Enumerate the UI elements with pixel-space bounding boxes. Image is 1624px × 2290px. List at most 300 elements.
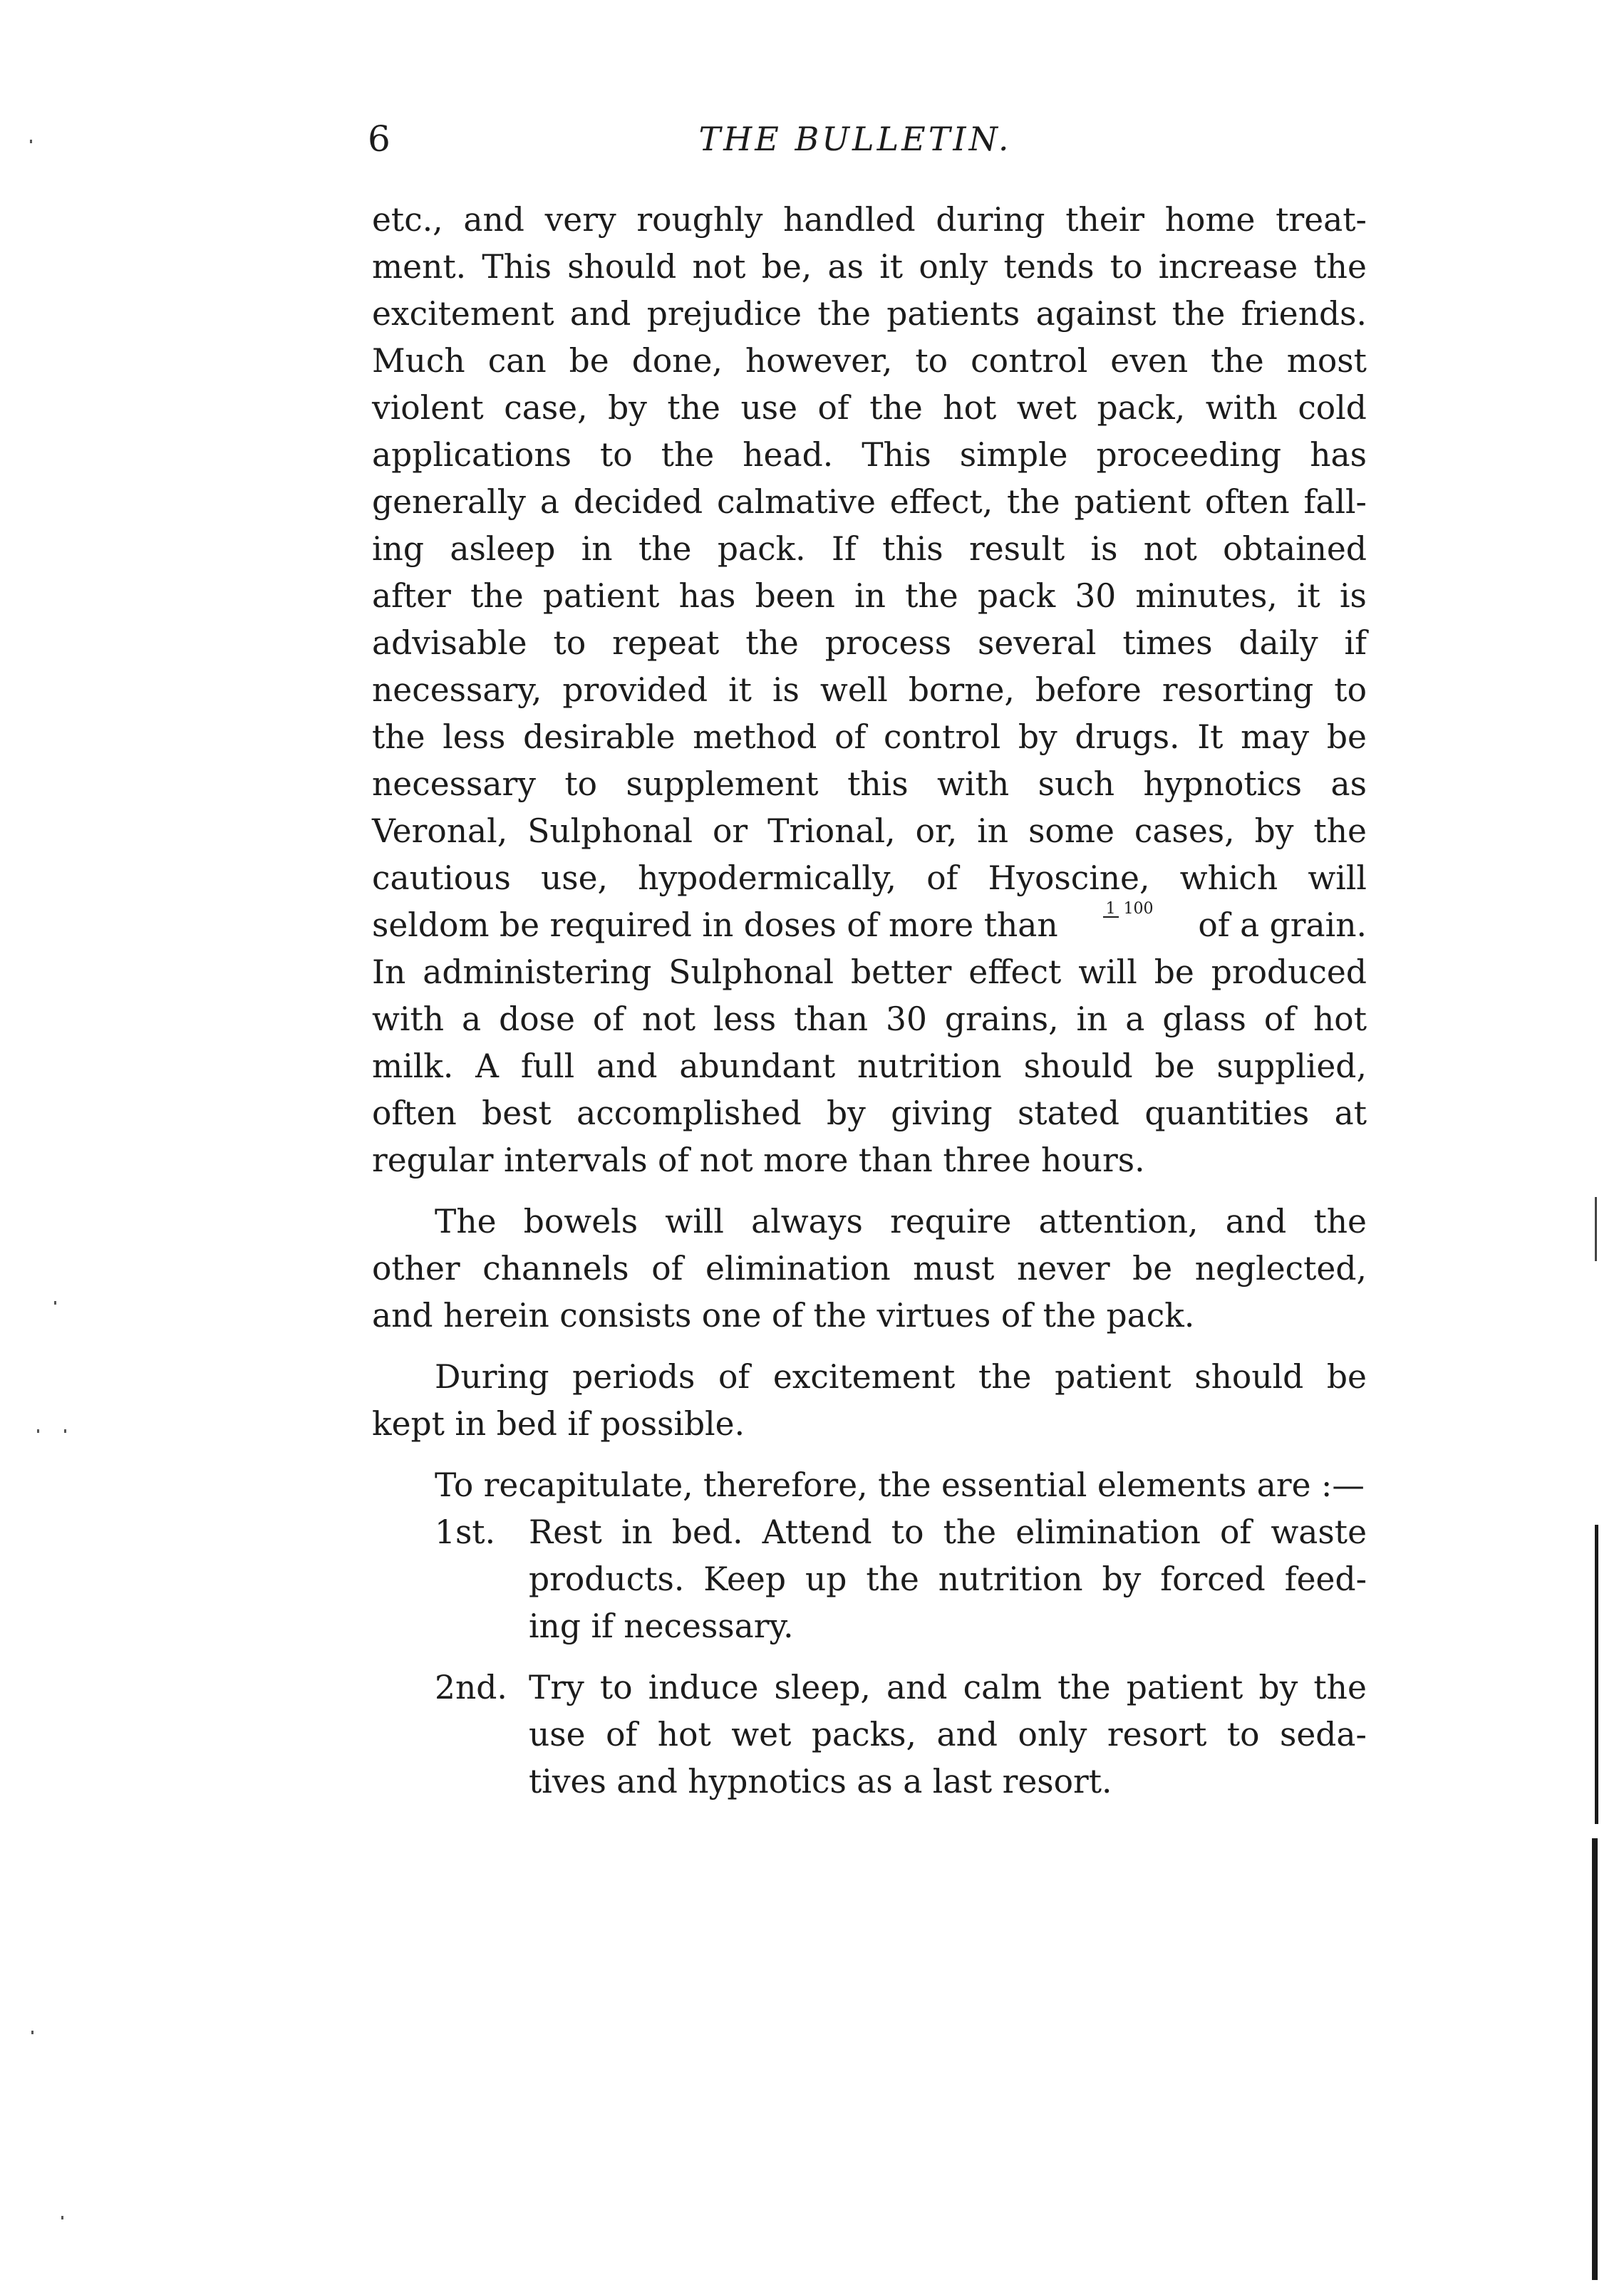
word: the [1313,1669,1367,1706]
list-marker: 2nd. [435,1669,507,1706]
word: patient [1074,483,1191,521]
word: attention, [1038,1203,1199,1240]
word: proceeding [1096,436,1282,474]
word: handled [783,201,916,239]
fraction-denominator: 100 [1123,900,1154,918]
word: well [819,671,888,709]
word: resort [1107,1716,1207,1753]
word: resorting [1162,671,1314,709]
list-item-body [529,1509,1367,1650]
word: even [1110,342,1189,380]
word: to [600,436,633,474]
text-line [372,526,1367,573]
word: induce [648,1669,759,1706]
word: ment. [372,248,467,286]
word: the [1313,812,1367,850]
scan-speck [64,1429,66,1433]
word: of [926,859,958,897]
word: use [529,1716,586,1753]
scan-edge-shadow [1595,1525,1598,1824]
word: it [879,248,904,286]
word: patient [1055,1358,1172,1396]
word: to [891,1513,924,1551]
word: process [824,624,952,662]
word: wet [731,1716,792,1753]
word: will [665,1203,724,1240]
word: the [638,530,692,568]
fraction [1103,902,1154,949]
word: wet [1016,389,1077,427]
word: effect, [889,483,993,521]
word: in [1076,1000,1108,1038]
word: cold [1298,389,1367,427]
word: as [1330,765,1367,803]
word: never [1016,1250,1110,1288]
word: feed- [1284,1560,1367,1598]
word: as [827,248,864,286]
word: cautious [372,859,511,897]
word: with [372,1000,445,1038]
word: waste [1271,1513,1367,1551]
word: a [462,1000,482,1038]
word: supplement [626,765,819,803]
word: be [1326,1358,1367,1396]
text-line [372,714,1367,761]
paragraph [372,1354,1367,1448]
word: nutrition [857,1047,1002,1085]
word: Veronal, [372,812,508,850]
word: periods [572,1358,695,1396]
text-line [529,1711,1367,1758]
text-line [529,1556,1367,1603]
word: hot [1313,1000,1367,1038]
word: use, [540,859,608,897]
word: bed. [671,1513,743,1551]
word: of [651,1250,683,1288]
word: to [564,765,598,803]
text-line [529,1509,1367,1556]
word: Sulphonal [668,953,834,991]
text-line: To recapitulate, therefore, the essential elements are :— [435,1466,1365,1504]
scan-edge-shadow [1592,1838,1598,2280]
text-line [372,1354,1367,1401]
text-line [372,1198,1367,1245]
word: supplied, [1216,1047,1367,1085]
word: accomplished [576,1094,802,1132]
word: by [1258,1669,1298,1706]
word: result [969,530,1065,568]
word: before [1035,671,1142,709]
word: patient [1126,1669,1243,1706]
word: Keep [703,1560,786,1598]
word: daily [1238,624,1318,662]
word: necessary, [372,671,542,709]
text-line [372,949,1367,996]
word: treat- [1276,201,1367,239]
word: and [1225,1203,1287,1240]
paragraph [372,1462,1367,1509]
word: during [936,201,1045,239]
word: drugs. [1075,718,1180,756]
word: the [661,436,715,474]
word: this [847,765,909,803]
word: after [372,577,451,615]
word: a [1125,1000,1145,1038]
word: and [463,201,524,239]
text-line [372,620,1367,667]
word: other [372,1250,460,1288]
word: the [817,295,871,333]
word: of [592,1000,625,1038]
word: pack [977,577,1056,615]
word: be [569,342,609,380]
text-line [372,855,1367,902]
word: ing [372,530,424,568]
text-line [372,244,1367,291]
word: violent [372,389,484,427]
word: quantities [1144,1094,1310,1132]
word: simple [959,436,1068,474]
word: giving [891,1094,993,1132]
word: will [1078,953,1137,991]
list-item-body [529,1664,1367,1805]
word: and [569,295,631,333]
word: the [1211,342,1264,380]
word: the [866,1560,919,1598]
word: case, [504,389,588,427]
word: of [1220,1513,1252,1551]
text-line [372,1245,1367,1292]
word: the [943,1513,997,1551]
word: the [978,1358,1032,1396]
word: such [1038,765,1115,803]
running-head: THE BULLETIN. [698,120,1012,158]
word: packs, [811,1716,916,1753]
word: of [718,1358,750,1396]
word: the [1007,483,1060,521]
word: it [728,671,752,709]
word: pack. [717,530,806,568]
word: some [1028,812,1114,850]
word: repeat [612,624,720,662]
word: to [915,342,948,380]
word: be [1154,953,1194,991]
word: better [851,953,952,991]
word: roughly [636,201,763,239]
word: it [1296,577,1320,615]
word: be [1154,1047,1195,1085]
word: calm [963,1669,1042,1706]
word: hot [943,389,997,427]
word: elimination [1015,1513,1201,1551]
word: by [1018,718,1057,756]
word: against [1035,295,1157,333]
word: be, [761,248,812,286]
word: should [1023,1047,1133,1085]
word: administering [423,953,652,991]
word: 30 [886,1000,927,1038]
word: excitement [772,1358,956,1396]
word: been [755,577,835,615]
text-line [372,432,1367,479]
word: applications [372,436,571,474]
word: minutes, [1135,577,1278,615]
word: by [1254,812,1294,850]
word: often [1204,483,1290,521]
word: up [805,1560,847,1598]
word: generally [372,483,526,521]
word: must [913,1250,995,1288]
word: asleep [450,530,556,568]
word: be [1132,1250,1173,1288]
fraction-line-after: of a grain. [1198,906,1367,944]
word: provided [562,671,708,709]
word: less [443,718,506,756]
word: channels [482,1250,629,1288]
paragraph-gap [372,1184,1367,1198]
word: desirable [523,718,676,756]
word: if [1344,624,1367,662]
word: Hyoscine, [988,859,1150,897]
word: however, [745,342,893,380]
word: to [553,624,586,662]
word: hypnotics [1143,765,1303,803]
word: and [596,1047,658,1085]
word: the [869,389,923,427]
word: home [1164,201,1256,239]
word: effect [968,953,1062,991]
word: this [882,530,943,568]
fraction-numerator: 1 [1103,902,1119,918]
text-line-with-fraction [372,902,1367,949]
word: forced [1160,1560,1266,1598]
scan-speck [31,2031,33,2034]
word: Trional, [767,812,896,850]
word: Much [372,342,465,380]
word: advisable [372,624,527,662]
paragraph-gap [372,1448,1367,1462]
word: dose [499,1000,575,1038]
word: increase [1158,248,1298,286]
word: not [1143,530,1197,568]
word: bowels [523,1203,638,1240]
word: by [608,389,647,427]
word: necessary [372,765,536,803]
word: which [1179,859,1278,897]
word: the [470,577,524,615]
word: with [1205,389,1278,427]
text-line: and herein consists one of the virtues of the pack. [372,1297,1195,1335]
word: hypodermically, [638,859,897,897]
word: in [977,812,1009,850]
word: tends [1003,248,1095,286]
word: can [487,342,547,380]
word: of [1263,1000,1296,1038]
word: fall- [1303,483,1367,521]
word: to [1226,1716,1260,1753]
word: control [971,342,1088,380]
word: A [475,1047,500,1085]
word: in [581,530,613,568]
word: several [978,624,1097,662]
text-line [372,1043,1367,1090]
word: with [937,765,1010,803]
text-line [372,1090,1367,1137]
text-line: ing if necessary. [529,1607,794,1645]
word: should [1194,1358,1304,1396]
word: Try [529,1669,584,1706]
scan-edge-shadow [1595,1197,1597,1261]
paragraph [372,197,1367,1184]
word: etc., [372,201,443,239]
scan-speck [30,140,32,143]
page-number: 6 [368,118,391,160]
word: pack, [1097,389,1186,427]
word: to [1110,248,1143,286]
word: or [713,812,748,850]
word: Attend [762,1513,872,1551]
word: the [667,389,720,427]
word: calmative [716,483,876,521]
word: will [1308,859,1367,897]
word: or, [915,812,958,850]
word: friends. [1241,295,1367,333]
word: decided [573,483,703,521]
fraction-line-before: seldom be required in doses of more than [372,906,1058,944]
word: 30 [1075,577,1117,615]
word: may [1241,718,1310,756]
word: of [834,718,867,756]
word: is [1339,577,1367,615]
scan-speck [37,1429,39,1433]
text-line [372,385,1367,432]
text-line: kept in bed if possible. [372,1405,745,1443]
word: elimination [705,1250,891,1288]
word: head. [743,436,834,474]
word: stated [1017,1094,1120,1132]
text-line: tives and hypnotics as a last resort. [529,1763,1112,1801]
word: done, [631,342,723,380]
list-item [372,1509,1367,1650]
word: It [1197,718,1224,756]
body-text [372,197,1367,1805]
text-line [529,1664,1367,1711]
text-line [372,479,1367,526]
word: require [890,1203,1012,1240]
word: prejudice [646,295,802,333]
word: not [692,248,746,286]
word: not [642,1000,695,1038]
text-line [372,197,1367,244]
scan-speck [54,1301,56,1305]
word: hot [657,1716,711,1753]
paragraph [372,1198,1367,1340]
word: During [435,1358,549,1396]
word: only [919,248,988,286]
word: method [693,718,817,756]
list-item [372,1664,1367,1805]
word: is [1090,530,1118,568]
word: neglected, [1194,1250,1367,1288]
word: borne, [908,671,1015,709]
word: nutrition [938,1560,1083,1598]
word: by [1102,1560,1142,1598]
scan-speck [61,2216,63,2219]
word: excitement [372,295,554,333]
word: a [539,483,559,521]
word: cases, [1134,812,1235,850]
word: seda- [1280,1716,1367,1753]
word: In [372,953,406,991]
text-line [372,761,1367,808]
word: products. [529,1560,685,1598]
word: grains, [944,1000,1059,1038]
word: the [745,624,799,662]
word: and [886,1669,948,1706]
word: and [936,1716,998,1753]
word: produced [1211,953,1367,991]
word: always [751,1203,863,1240]
word: control [884,718,1001,756]
word: should [567,248,677,286]
word: If [831,530,857,568]
word: the [1313,248,1367,286]
word: This [862,436,931,474]
list-marker: 1st. [435,1513,496,1551]
text-line [372,573,1367,620]
word: their [1065,201,1145,239]
word: times [1122,624,1213,662]
paragraph-gap [372,1340,1367,1354]
word: the [905,577,958,615]
word: to [599,1669,633,1706]
word: abundant [679,1047,836,1085]
word: patient [542,577,660,615]
text-line [372,338,1367,385]
word: very [544,201,616,239]
word: in [621,1513,653,1551]
word: less [713,1000,777,1038]
text-line [372,291,1367,338]
word: by [827,1094,866,1132]
word: the [1172,295,1226,333]
word: milk. [372,1047,454,1085]
word: The [435,1203,497,1240]
word: Rest [529,1513,602,1551]
word: than [794,1000,869,1038]
word: most [1286,342,1367,380]
word: only [1018,1716,1087,1753]
word: the [372,718,425,756]
word: This [482,248,552,286]
word: best [482,1094,552,1132]
word: has [1310,436,1367,474]
word: use [740,389,798,427]
word: at [1334,1094,1367,1132]
word: of [817,389,849,427]
word: has [678,577,736,615]
word: is [772,671,800,709]
text-line [372,667,1367,714]
text-line: regular intervals of not more than three hours. [372,1141,1145,1179]
word: in [854,577,886,615]
word: sleep, [774,1669,871,1706]
word: the [1313,1203,1367,1240]
word: glass [1162,1000,1246,1038]
word: full [520,1047,575,1085]
word: often [372,1094,457,1132]
word: the [1057,1669,1111,1706]
